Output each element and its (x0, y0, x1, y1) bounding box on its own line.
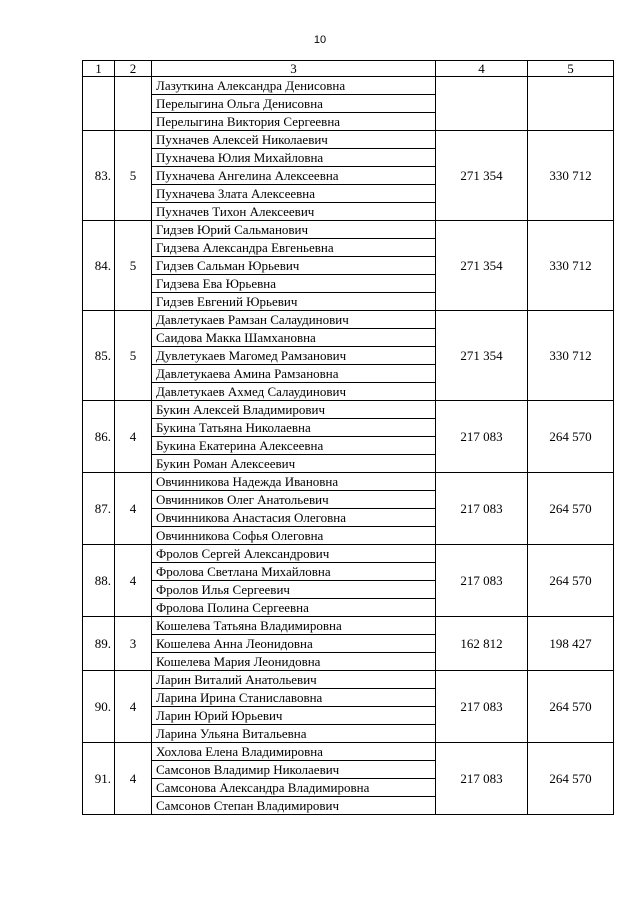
member-name: Пухначева Ангелина Алексеевна (152, 166, 435, 184)
row-number: 86. (83, 401, 115, 473)
member-name: Букина Екатерина Алексеевна (152, 436, 435, 454)
amount-col-4: 162 812 (436, 617, 528, 671)
table-row (83, 401, 614, 473)
amount-col-4: 271 354 (436, 221, 528, 311)
amount-col-5 (528, 77, 614, 131)
row-number: 84. (83, 221, 115, 311)
table-row (83, 545, 614, 617)
member-name: Гидзева Ева Юрьевна (152, 274, 435, 292)
amount-col-5: 198 427 (528, 617, 614, 671)
amount-col-4: 271 354 (436, 311, 528, 401)
header-col-4: 4 (436, 61, 528, 77)
names-list (152, 131, 435, 220)
table-body (83, 77, 614, 815)
amount-col-5: 264 570 (528, 401, 614, 473)
member-name: Кошелева Мария Леонидовна (152, 652, 435, 670)
family-members (152, 671, 436, 743)
member-name: Гидзев Евгений Юрьевич (152, 292, 435, 310)
member-name: Букин Алексей Владимирович (156, 402, 325, 417)
member-name: Хохлова Елена Владимировна (156, 744, 323, 759)
member-name: Лазуткина Александра Денисовна (156, 78, 346, 93)
member-name: Овчинникова Софья Олеговна (152, 526, 435, 544)
member-name: Овчинникова Надежда Ивановна (156, 474, 339, 489)
member-name: Давлетукаев Ахмед Салаудинович (152, 382, 435, 400)
member-name: Пухначева Юлия Михайловна (152, 148, 435, 166)
table-row (83, 77, 614, 131)
names-list (152, 401, 435, 472)
amount-col-4: 217 083 (436, 473, 528, 545)
row-number: 88. (83, 545, 115, 617)
member-name: Ларина Ирина Станиславовна (152, 688, 435, 706)
table-row (83, 131, 614, 221)
member-name: Пухначев Тихон Алексеевич (152, 202, 435, 220)
member-name: Гидзева Александра Евгеньевна (152, 238, 435, 256)
family-size: 4 (115, 473, 152, 545)
member-name: Ларина Ульяна Витальевна (152, 724, 435, 742)
family-members (152, 77, 436, 131)
amount-col-5: 330 712 (528, 311, 614, 401)
family-size: 4 (115, 401, 152, 473)
names-list (152, 221, 435, 310)
amount-col-4: 217 083 (436, 545, 528, 617)
family-members (152, 473, 436, 545)
names-list (152, 743, 435, 814)
amount-col-5: 264 570 (528, 671, 614, 743)
row-number: 91. (83, 743, 115, 815)
member-name: Овчинникова Анастасия Олеговна (152, 508, 435, 526)
family-members (152, 617, 436, 671)
member-name: Ларин Виталий Анатольевич (156, 672, 317, 687)
family-members (152, 743, 436, 815)
family-members (152, 545, 436, 617)
row-number: 87. (83, 473, 115, 545)
family-size: 4 (115, 743, 152, 815)
member-name: Фролов Сергей Александрович (156, 546, 330, 561)
page-number: 10 (313, 34, 327, 46)
member-name: Перелыгина Ольга Денисовна (152, 94, 435, 112)
row-number: 89. (83, 617, 115, 671)
family-members (152, 401, 436, 473)
family-size: 5 (115, 131, 152, 221)
member-name: Фролова Полина Сергеевна (152, 598, 435, 616)
amount-col-5: 264 570 (528, 743, 614, 815)
families-table (82, 60, 614, 815)
family-size: 5 (115, 221, 152, 311)
header-col-2: 2 (115, 61, 152, 77)
family-members (152, 221, 436, 311)
family-size: 5 (115, 311, 152, 401)
amount-col-4 (436, 77, 528, 131)
amount-col-4: 271 354 (436, 131, 528, 221)
member-name: Гидзев Сальман Юрьевич (152, 256, 435, 274)
amount-col-4: 217 083 (436, 671, 528, 743)
member-name: Давлетукаева Амина Рамзановна (152, 364, 435, 382)
member-name: Пухначев Алексей Николаевич (156, 132, 328, 147)
member-name: Овчинников Олег Анатольевич (152, 490, 435, 508)
names-list (152, 671, 435, 742)
member-name: Кошелева Анна Леонидовна (152, 634, 435, 652)
family-size (115, 77, 152, 131)
row-number: 83. (83, 131, 115, 221)
member-name: Самсонов Степан Владимирович (152, 796, 435, 814)
member-name: Самсонов Владимир Николаевич (152, 760, 435, 778)
member-name: Кошелева Татьяна Владимировна (156, 618, 342, 633)
names-list (152, 617, 435, 670)
family-size: 3 (115, 617, 152, 671)
names-list (152, 311, 435, 400)
amount-col-5: 330 712 (528, 221, 614, 311)
family-members (152, 131, 436, 221)
family-size: 4 (115, 671, 152, 743)
member-name: Букина Татьяна Николаевна (152, 418, 435, 436)
table-row (83, 671, 614, 743)
names-list (152, 473, 435, 544)
table-row (83, 311, 614, 401)
member-name: Ларин Юрий Юрьевич (152, 706, 435, 724)
row-number: 85. (83, 311, 115, 401)
member-name: Гидзев Юрий Сальманович (156, 222, 309, 237)
names-list (152, 545, 435, 616)
table-row (83, 221, 614, 311)
member-name: Букин Роман Алексеевич (152, 454, 435, 472)
member-name: Самсонова Александра Владимировна (152, 778, 435, 796)
amount-col-4: 217 083 (436, 743, 528, 815)
row-number (83, 77, 115, 131)
names-list (152, 77, 435, 130)
family-size: 4 (115, 545, 152, 617)
member-name: Фролов Илья Сергеевич (152, 580, 435, 598)
row-number: 90. (83, 671, 115, 743)
header-row (83, 61, 614, 77)
member-name: Саидова Макка Шамхановна (152, 328, 435, 346)
amount-col-5: 330 712 (528, 131, 614, 221)
header-col-5: 5 (528, 61, 614, 77)
member-name: Фролова Светлана Михайловна (152, 562, 435, 580)
member-name: Дувлетукаев Магомед Рамзанович (152, 346, 435, 364)
table-row (83, 473, 614, 545)
header-col-3: 3 (152, 61, 436, 77)
member-name: Давлетукаев Рамзан Салаудинович (156, 312, 349, 327)
amount-col-4: 217 083 (436, 401, 528, 473)
table-row (83, 617, 614, 671)
header-col-1: 1 (83, 61, 115, 77)
amount-col-5: 264 570 (528, 545, 614, 617)
table-row (83, 743, 614, 815)
member-name: Перелыгина Виктория Сергеевна (152, 112, 435, 130)
family-members (152, 311, 436, 401)
member-name: Пухначева Злата Алексеевна (152, 184, 435, 202)
amount-col-5: 264 570 (528, 473, 614, 545)
